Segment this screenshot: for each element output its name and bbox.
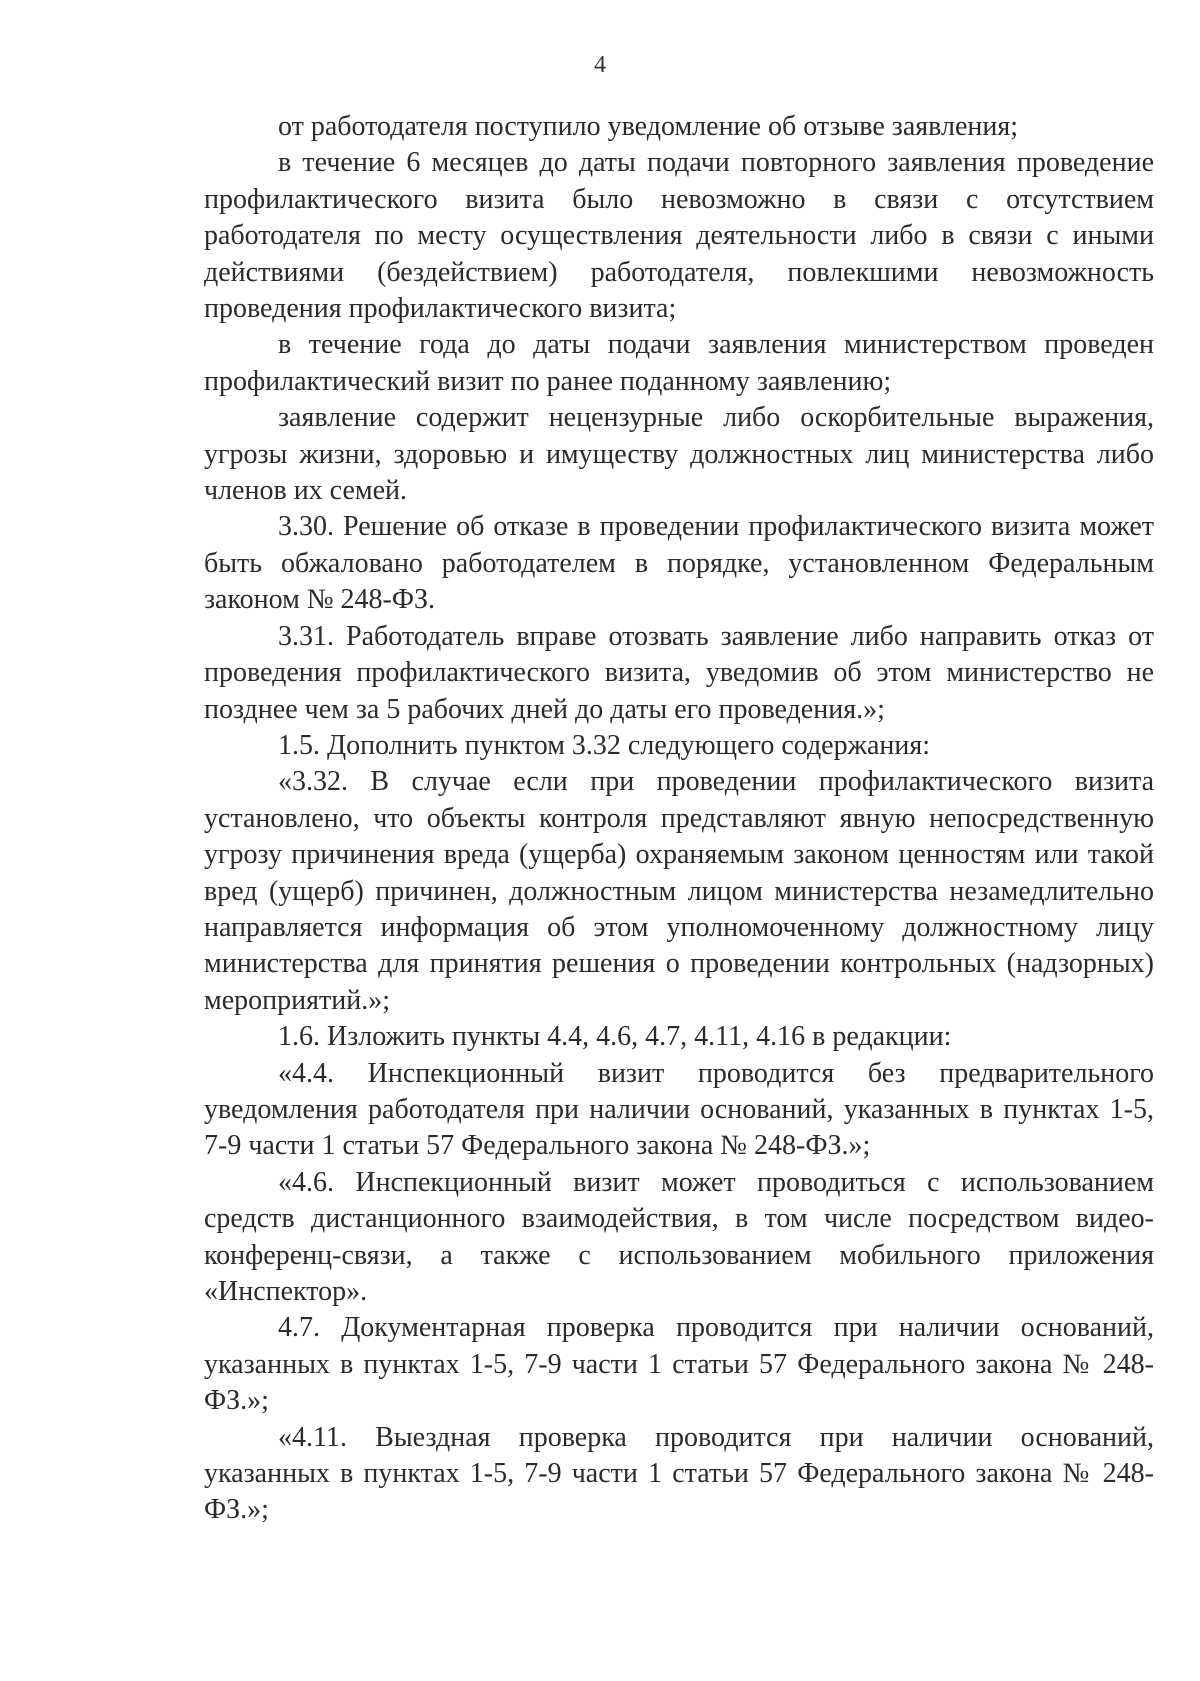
paragraph-11: «4.6. Инспекционный визит может проводиться с использованием средств дистанционного взаимодействия, в том числе посредством видео-конференц-связи, а также с использованием мобильного приложения «Инспектор». <box>204 1166 1154 1307</box>
paragraph-13: «4.11. Выездная проверка проводится при наличии оснований, указанных в пунктах 1-5, 7-9 части 1 статьи 57 Федерального закона № 248-ФЗ.»; <box>204 1421 1154 1526</box>
paragraph-4: заявление содержит нецензурные либо оскорбительные выражения, угрозы жизни, здоровью и имуществу должностных лиц министерства либо членов их семей. <box>204 402 1154 507</box>
paragraph-12: 4.7. Документарная проверка проводится при наличии оснований, указанных в пунктах 1-5, 7-9 части 1 статьи 57 Федерального закона № 248-ФЗ.»; <box>204 1312 1154 1417</box>
paragraph-5: 3.30. Решение об отказе в проведении профилактического визита может быть обжаловано работодателем в порядке, установленном Федеральным законом № 248-ФЗ. <box>204 511 1154 616</box>
paragraph-1: от работодателя поступило уведомление об отзыве заявления; <box>278 111 1019 142</box>
paragraph-6: 3.31. Работодатель вправе отозвать заявление либо направить отказ от проведения профилактического визита, уведомив об этом министерство не позднее чем за 5 рабочих дней до даты его проведения.»; <box>204 620 1154 725</box>
paragraph-9: 1.6. Изложить пункты 4.4, 4.6, 4.7, 4.11, 4.16 в редакции: <box>278 1021 952 1053</box>
paragraph-10: «4.4. Инспекционный визит проводится без предварительного уведомления работодателя при наличии оснований, указанных в пунктах 1-5, 7-9 части 1 статьи 57 Федерального закона № 248-ФЗ.»; <box>204 1057 1154 1162</box>
paragraph-8: «3.32. В случае если при проведении профилактического визита установлено, что объекты контроля представляют явную непосредственную угрозу причинения вреда (ущерба) охраняемым законом ценностям или такой вред (ущерб) причинен, должностным лицом министерства незамедлительно направляется информация об этом уполномоченному должностному лицу министерства для принятия решения о проведении контрольных (надзорных) мероприятий.»; <box>204 766 1154 1016</box>
page-number: 4 <box>594 52 606 78</box>
paragraph-7: 1.5. Дополнить пунктом 3.32 следующего содержания: <box>278 729 931 761</box>
paragraph-3: в течение года до даты подачи заявления министерством проведен профилактический визит по ранее поданному заявлению; <box>204 329 1154 397</box>
paragraph-2: в течение 6 месяцев до даты подачи повторного заявления проведение профилактического визита было невозможно в связи с отсутствием работодателя по месту осуществления деятельности либо в связи с иными действиями (бездействием) работодателя, повлекшими невозможность проведения профилактического визита; <box>204 147 1154 325</box>
document-body <box>204 109 1154 1529</box>
